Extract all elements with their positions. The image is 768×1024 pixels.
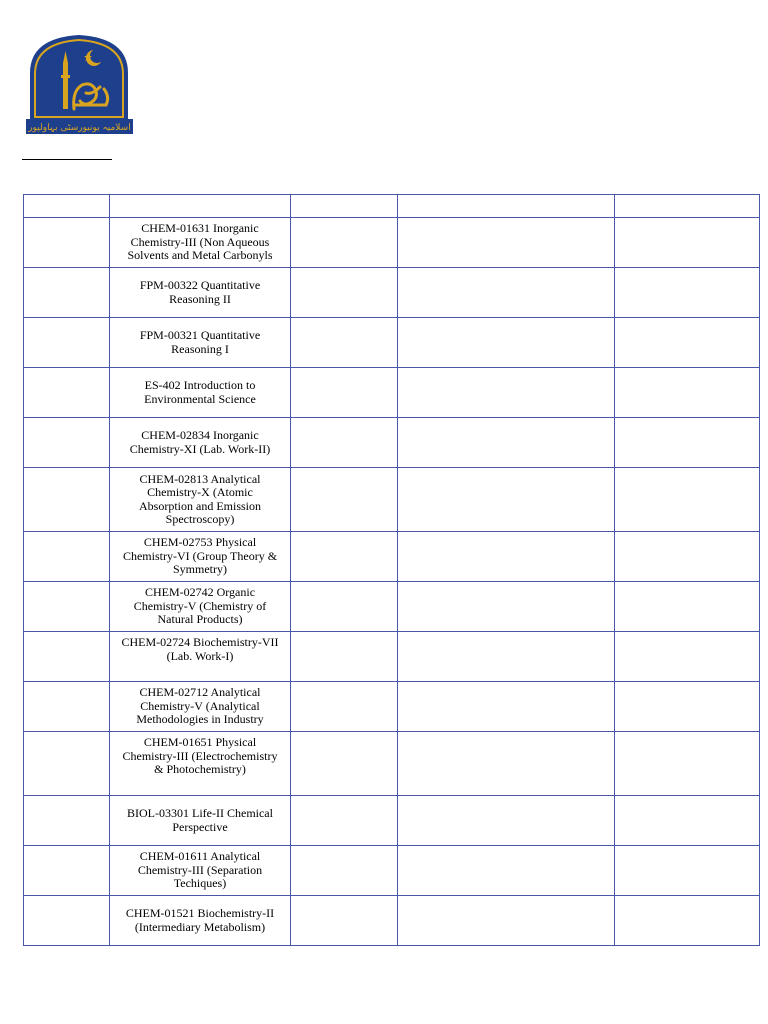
table-cell: [291, 582, 398, 632]
table-cell: [291, 732, 398, 796]
course-line: Chemistry-V (Chemistry of: [133, 598, 267, 613]
course-line: Chemistry-XI (Lab. Work-II): [129, 441, 271, 456]
course-line: Environmental Science: [144, 391, 256, 406]
course-cell: [110, 268, 291, 318]
table-row: [24, 268, 760, 318]
table-cell: [615, 368, 760, 418]
course-cell: [110, 368, 291, 418]
table-cell: [615, 896, 760, 946]
course-line: CHEM-02742 Organic: [144, 585, 256, 600]
header-cell: [24, 195, 110, 218]
course-line: CHEM-01521 Biochemistry-II: [125, 906, 275, 920]
table-cell: [291, 532, 398, 582]
course-line: Spectroscopy): [165, 512, 235, 526]
table-cell: [24, 368, 110, 418]
table-cell: [398, 368, 615, 418]
course-cell: [110, 418, 291, 468]
course-line: Techiques): [173, 876, 227, 891]
course-line: ES-402 Introduction to: [144, 378, 256, 392]
table-cell: [24, 582, 110, 632]
table-cell: [615, 682, 760, 732]
table-cell: [24, 418, 110, 468]
table-cell: [24, 846, 110, 896]
course-line: Natural Products): [157, 612, 243, 627]
table-cell: [291, 896, 398, 946]
table-row: [24, 418, 760, 468]
table-cell: [398, 896, 615, 946]
table-cell: [291, 796, 398, 846]
header-cell: [398, 195, 615, 218]
table-row: [24, 682, 760, 732]
table-row: [24, 732, 760, 796]
table-cell: [398, 732, 615, 796]
course-line: Chemistry-X (Atomic: [147, 485, 253, 499]
table-cell: [291, 268, 398, 318]
course-line: Symmetry): [173, 562, 227, 577]
course-cell: [110, 468, 291, 532]
course-line: CHEM-02712 Analytical: [139, 685, 261, 700]
course-line: (Lab. Work-I): [166, 648, 234, 663]
course-cell: [110, 846, 291, 896]
course-cell: [110, 896, 291, 946]
table-cell: [291, 682, 398, 732]
course-line: FPM-00321 Quantitative: [139, 328, 261, 342]
table-cell: [398, 318, 615, 368]
table-cell: [291, 368, 398, 418]
course-line: Perspective: [172, 819, 228, 834]
course-line: Reasoning II: [169, 291, 231, 306]
course-line: CHEM-02813 Analytical: [139, 471, 261, 486]
course-line: FPM-00322 Quantitative: [139, 278, 261, 292]
table-header-row: [24, 195, 760, 218]
table-cell: [24, 218, 110, 268]
table-row: [24, 796, 760, 846]
table-cell: [615, 796, 760, 846]
course-line: Chemistry-III (Electrochemistry: [122, 748, 278, 763]
header-cell: [291, 195, 398, 218]
course-line: Chemistry-III (Separation: [137, 862, 263, 877]
course-cell: [110, 218, 291, 268]
table-cell: [24, 682, 110, 732]
table-row: [24, 582, 760, 632]
table-cell: [291, 632, 398, 682]
table-cell: [615, 532, 760, 582]
university-crest-logo-icon: [26, 33, 133, 134]
table-row: [24, 368, 760, 418]
table-cell: [398, 218, 615, 268]
table-cell: [398, 632, 615, 682]
table-cell: [291, 846, 398, 896]
table-cell: [398, 582, 615, 632]
table-row: [24, 532, 760, 582]
course-line: Absorption and Emission: [139, 498, 261, 513]
course-cell: [110, 632, 291, 682]
table-cell: [615, 418, 760, 468]
course-line: Chemistry-III (Non Aqueous: [130, 234, 270, 249]
table-cell: [615, 632, 760, 682]
course-line: CHEM-02724 Biochemistry-VII: [121, 635, 279, 649]
course-line: CHEM-01651 Physical: [143, 735, 257, 749]
table-cell: [24, 268, 110, 318]
course-line: & Photochemistry): [154, 762, 246, 776]
table-cell: [291, 468, 398, 532]
table-cell: [615, 846, 760, 896]
table-row: [24, 896, 760, 946]
course-line: (Intermediary Metabolism): [134, 919, 266, 934]
table-cell: [398, 468, 615, 532]
course-line: CHEM-01631 Inorganic: [141, 221, 259, 236]
table-cell: [398, 532, 615, 582]
table-cell: [24, 632, 110, 682]
table-cell: [24, 896, 110, 946]
table-cell: [398, 796, 615, 846]
course-cell: [110, 532, 291, 582]
course-line: Solvents and Metal Carbonyls: [127, 248, 273, 263]
course-line: CHEM-02834 Inorganic: [141, 428, 259, 442]
table-cell: [615, 582, 760, 632]
course-line: BIOL-03301 Life-II Chemical: [127, 806, 273, 820]
table-cell: [291, 418, 398, 468]
course-cell: [110, 796, 291, 846]
table-row: [24, 218, 760, 268]
table-cell: [291, 318, 398, 368]
table-cell: [615, 732, 760, 796]
table-cell: [615, 468, 760, 532]
table-cell: [398, 682, 615, 732]
table-row: [24, 318, 760, 368]
course-line: Chemistry-VI (Group Theory &: [122, 548, 278, 563]
course-cell: [110, 582, 291, 632]
table-cell: [615, 268, 760, 318]
table-cell: [24, 318, 110, 368]
table-row: [24, 846, 760, 896]
table-cell: [615, 318, 760, 368]
table-row: [24, 468, 760, 532]
course-line: Methodologies in Industry: [136, 712, 264, 727]
table-cell: [398, 268, 615, 318]
table-cell: [398, 846, 615, 896]
table-row: [24, 632, 760, 682]
course-cell: [110, 682, 291, 732]
table-cell: [24, 468, 110, 532]
course-line: Chemistry-V (Analytical: [140, 698, 260, 713]
table-cell: [615, 218, 760, 268]
header-cell: [615, 195, 760, 218]
table-cell: [398, 418, 615, 468]
table-cell: [24, 796, 110, 846]
university-logo: [26, 33, 133, 134]
table-cell: [24, 732, 110, 796]
course-schedule-table: [23, 194, 760, 946]
heading-underline: [22, 159, 112, 160]
table-cell: [291, 218, 398, 268]
course-cell: [110, 732, 291, 796]
logo-text: اسلامیہ یونیورسٹی بہاولپور: [28, 123, 131, 133]
course-line: CHEM-01611 Analytical: [139, 849, 261, 864]
course-line: CHEM-02753 Physical: [143, 535, 257, 550]
table-cell: [24, 532, 110, 582]
course-line: Reasoning I: [171, 341, 229, 356]
course-cell: [110, 318, 291, 368]
header-cell: [110, 195, 291, 218]
